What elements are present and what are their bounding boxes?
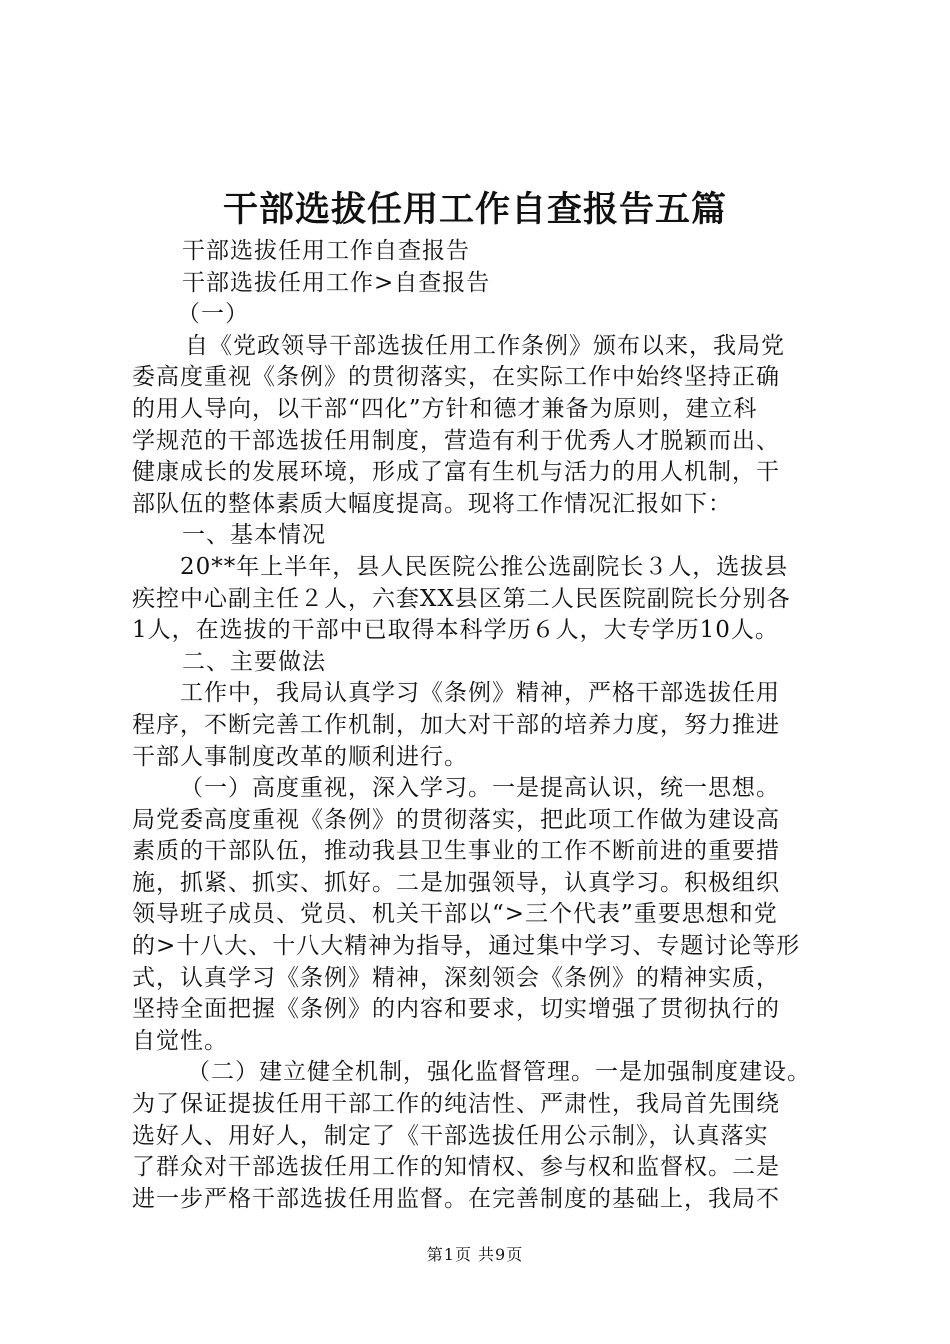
text-line: 疾控中心副主任２人，六套XX县区第二人民医院副院长分别各 [132,585,791,612]
text-line: 的用人导向，以干部“四化”方针和德才兼备为原则，建立科 [132,395,758,422]
text-line: 局党委高度重视《条例》的贯彻落实，把此项工作做为建设高 [132,806,780,833]
text-line: （一） [177,301,249,328]
page-footer: 第1页 共9页 [426,1245,524,1264]
text-line: 一、基本情况 [182,522,326,549]
text-line: （一）高度重视，深入学习。一是提高认识，统一思想。 [180,775,780,802]
text-line: 工作中，我局认真学习《条例》精神，严格干部选拔任用 [180,680,780,707]
text-line: 的>十八大、十八大精神为指导，通过集中学习、专题讨论等形 [132,933,801,960]
text-line: 委高度重视《条例》的贯彻落实，在实际工作中始终坚持正确 [132,364,780,391]
text-line: 健康成长的发展环境，形成了富有生机与活力的用人机制，干 [132,459,780,486]
text-line: 干部选拔任用工作>自查报告 [182,269,491,296]
text-line: 部队伍的整体素质大幅度提高。现将工作情况汇报如下： [132,490,732,517]
text-line: 二、主要做法 [182,648,326,675]
text-line: 素质的干部队伍，推动我县卫生事业的工作不断前进的重要措 [132,838,780,865]
text-line: 施，抓紧、抓实、抓好。二是加强领导，认真学习。积极组织 [132,869,780,896]
document-body [132,236,832,1215]
text-line: 自《党政领导干部选拔任用工作条例》颁布以来，我局党 [185,332,785,359]
text-line: 20**年上半年，县人民医院公推公选副院长３人，选拔县 [180,553,789,580]
text-line: 坚持全面把握《条例》的内容和要求，切实增强了贯彻执行的 [132,996,780,1023]
text-line: 干部人事制度改革的顺利进行。 [132,743,468,770]
text-line: 领导班子成员、党员、机关干部以“>三个代表”重要思想和党 [132,901,778,928]
text-line: 选好人、用好人，制定了《干部选拔任用公示制》，认真落实 [132,1122,769,1149]
text-line: （二）建立健全机制，强化监督管理。一是加强制度建设。 [187,1059,811,1086]
text-line: 1人，在选拔的干部中已取得本科学历６人，大专学历10人。 [132,617,779,644]
text-line: 进一步严格干部选拔任用监督。在完善制度的基础上，我局不 [132,1185,780,1212]
document-title: 干部选拔任用工作自查报告五篇 [222,189,727,230]
text-line: 式，认真学习《条例》精神，深刻领会《条例》的精神实质， [132,964,780,991]
text-line: 干部选拔任用工作自查报告 [182,238,470,264]
text-line: 程序，不断完善工作机制，加大对干部的培养力度，努力推进 [132,711,780,738]
text-line: 为了保证提拔任用干部工作的纯洁性、严肃性，我局首先围绕 [132,1091,780,1118]
text-line: 自觉性。 [132,1027,228,1054]
text-line: 了群众对干部选拔任用工作的知情权、参与权和监督权。二是 [132,1154,780,1181]
text-line: 学规范的干部选拔任用制度，营造有利于优秀人才脱颖而出、 [132,427,780,454]
